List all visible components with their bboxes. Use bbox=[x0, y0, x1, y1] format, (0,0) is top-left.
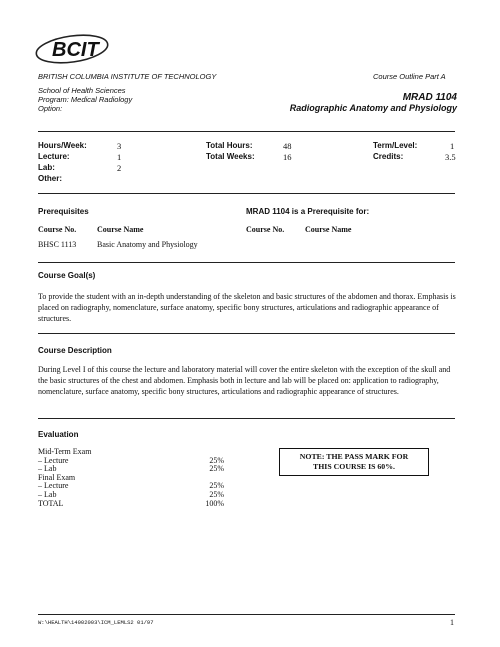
option-label: Option: bbox=[38, 104, 63, 113]
school-name: School of Health Sciences bbox=[38, 86, 126, 95]
institute-name: BRITISH COLUMBIA INSTITUTE OF TECHNOLOGY bbox=[38, 72, 217, 81]
description-title: Course Description bbox=[38, 346, 112, 355]
logo-text: BCIT bbox=[52, 39, 99, 61]
lecture-value: 1 bbox=[117, 152, 122, 162]
table-row bbox=[38, 491, 224, 500]
credits-label: Credits: bbox=[373, 152, 404, 161]
program-name: Program: Medical Radiology bbox=[38, 95, 133, 104]
eval-label: – Lab bbox=[38, 464, 57, 474]
table-row bbox=[38, 482, 224, 491]
note-line-1: NOTE: THE PASS MARK FOR bbox=[299, 452, 409, 461]
total-weeks-label: Total Weeks: bbox=[206, 152, 255, 161]
divider bbox=[38, 418, 455, 419]
eval-label: Final Exam bbox=[38, 472, 76, 482]
total-hours-label: Total Hours: bbox=[206, 141, 253, 150]
divider bbox=[38, 333, 455, 334]
hours-week-label: Hours/Week: bbox=[38, 141, 87, 150]
prerequisite-for-title: MRAD 1104 is a Prerequisite for: bbox=[246, 207, 370, 216]
footer-code: W:\HEALTH\14002003\ICM_LEMLS2 01/97 bbox=[38, 619, 154, 626]
eval-label: Mid-Term Exam bbox=[38, 447, 92, 456]
total-hours-value: 48 bbox=[283, 141, 292, 151]
lecture-label: Lecture: bbox=[38, 152, 70, 161]
lab-value: 2 bbox=[117, 163, 122, 173]
prereq-course-no: BHSC 1113 bbox=[38, 240, 77, 249]
other-label: Other: bbox=[38, 174, 62, 183]
prereq-course-name: Basic Anatomy and Physiology bbox=[97, 240, 198, 249]
table-row bbox=[38, 457, 224, 466]
note-line-2: THIS COURSE IS 60%. bbox=[313, 462, 395, 471]
divider bbox=[38, 262, 455, 263]
prerequisites-title: Prerequisites bbox=[38, 207, 89, 216]
credits-value: 3.5 bbox=[445, 152, 456, 162]
eval-value: 100% bbox=[205, 498, 224, 508]
prereq-col-name: Course Name bbox=[97, 225, 144, 234]
evaluation-title: Evaluation bbox=[38, 430, 79, 439]
eval-value: 25% bbox=[209, 455, 224, 465]
eval-label: – Lecture bbox=[38, 481, 69, 491]
eval-value: 25% bbox=[209, 481, 224, 491]
eval-value: 25% bbox=[209, 489, 224, 499]
prereq-col-no: Course No. bbox=[38, 225, 77, 234]
description-text: During Level I of this course the lecture and laboratory material will cover the entire skeleton with the exception of the skull and the basic structures of the chest and abdomen. Emphasis both in lecture and lab will be placed on: application to radiography, nomenclature, surface anatomy, specific bony structures, articulations and radiographic appearance of structures. bbox=[38, 365, 451, 396]
divider bbox=[38, 193, 455, 194]
page-number: 1 bbox=[450, 618, 454, 627]
eval-label: – Lab bbox=[38, 489, 57, 499]
course-code: MRAD 1104 bbox=[402, 92, 457, 103]
evaluation-table bbox=[38, 448, 224, 508]
bcit-logo bbox=[32, 30, 114, 70]
goals-text: To provide the student with an in-depth understanding of the skeleton and basic structures of the abdomen and thorax. Emphasis is placed on radiography, nomenclature, surface anatomy, specific bony structures, articulations and radiographic appearance of structures. bbox=[38, 292, 456, 323]
goals-title: Course Goal(s) bbox=[38, 271, 96, 280]
eval-value: 25% bbox=[209, 464, 224, 474]
lab-label: Lab: bbox=[38, 163, 55, 172]
hours-week-value: 3 bbox=[117, 141, 122, 151]
eval-label: TOTAL bbox=[38, 498, 64, 508]
total-weeks-value: 16 bbox=[283, 152, 292, 162]
course-title: Radiographic Anatomy and Physiology bbox=[289, 103, 457, 113]
eval-label: – Lecture bbox=[38, 455, 69, 465]
divider bbox=[38, 131, 455, 132]
term-value: 1 bbox=[450, 141, 455, 151]
term-label: Term/Level: bbox=[373, 141, 418, 150]
table-row bbox=[38, 500, 224, 509]
prereq-for-col-name: Course Name bbox=[305, 225, 352, 234]
divider bbox=[38, 614, 455, 615]
prereq-for-col-no: Course No. bbox=[246, 225, 285, 234]
outline-part: Course Outline Part A bbox=[373, 72, 446, 81]
pass-mark-note bbox=[279, 448, 429, 476]
